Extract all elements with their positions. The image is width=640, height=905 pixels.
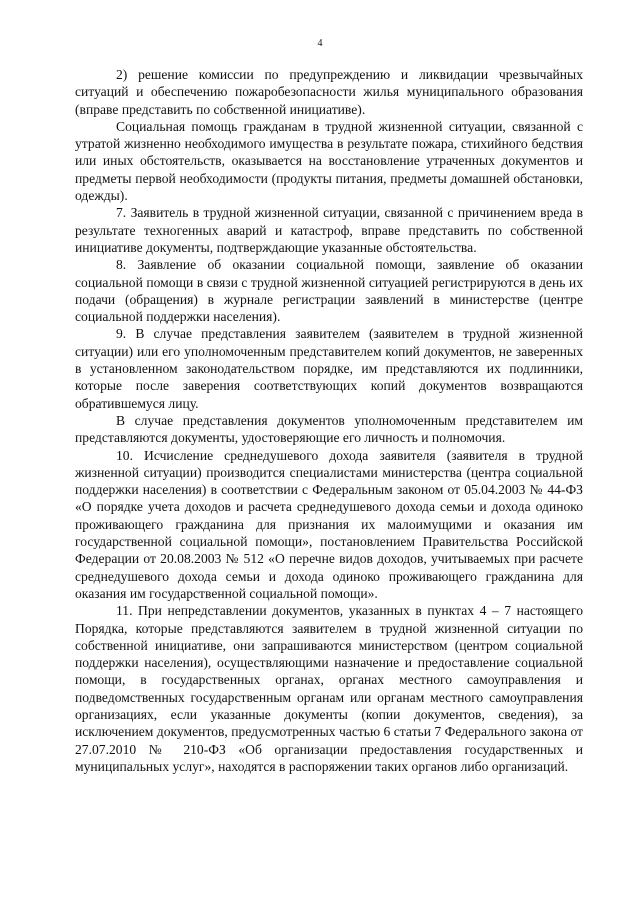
document-body <box>75 66 583 775</box>
paragraph-clause-7: 7. Заявитель в трудной жизненной ситуации, связанной с причинением вреда в результате техногенных аварий и катастроф, вправе представить по собственной инициативе документы, подтверждающие указанные обстоятельства. <box>75 205 583 255</box>
paragraph-clause-10: 10. Исчисление среднедушевого дохода заявителя (заявителя в трудной жизненной ситуации) производится специалистами министерства (центра социальной поддержки населения) в соответствии с Федеральным законом от 05.04.2003 № 44-ФЗ «О порядке учета доходов и расчета среднедушевого дохода семьи и дохода одиноко проживающего гражданина для признания их малоимущими и оказания им государственной социальной помощи», постановлением Правительства Российской Федерации от 20.08.2003 № 512 «О перечне видов доходов, учитываемых при расчете среднедушевого дохода семьи и дохода одиноко проживающего гражданина для оказания им государственной социальной помощи». <box>75 447 583 601</box>
paragraph-clause-9: 9. В случае представления заявителем (заявителем в трудной жизненной ситуации) или его уполномоченным представителем копий документов, не заверенных в установленном законодательством порядке, им представляются их подлинники, которые после заверения соответствующих копий документов возвращаются обратившемуся лицу. <box>75 326 583 411</box>
paragraph-representative-documents: В случае представления документов уполномоченным представителем им представляются документы, удостоверяющие его личность и полномочия. <box>75 412 583 446</box>
page-number: 4 <box>317 38 323 49</box>
paragraph-item-2-commission-decision: 2) решение комиссии по предупреждению и ликвидации чрезвычайных ситуаций и обеспечению пожаробезопасности жилья муниципального образования (вправе представить по собственной инициативе). <box>75 67 583 117</box>
paragraph-social-help-fire: Социальная помощь гражданам в трудной жизненной ситуации, связанной с утратой жизненно необходимого имущества в результате пожара, стихийного бедствия или иных обстоятельств, оказывается на восстановление утраченных документов и предметы первой необходимости (продукты питания, предметы домашней обстановки, одежды). <box>75 118 583 204</box>
paragraph-clause-8: 8. Заявление об оказании социальной помощи, заявление об оказании социальной помощи в связи с трудной жизненной ситуацией регистрируются в день их подачи (обращения) в журнале регистрации заявлений в министерстве (центре социальной поддержки населения). <box>75 257 583 325</box>
paragraph-clause-11: 11. При непредставлении документов, указанных в пунктах 4 – 7 настоящего Порядка, которые представляются заявителем в трудной жизненной ситуации по собственной инициативе, они запрашиваются министерством (центром социальной поддержки населения), осуществляющими назначение и предоставление социальной помощи, в государственных органах, органах местного самоуправления и подведомственных государственным органам или органам местного самоуправления организациях, если указанные документы (копии документов, сведения), за исключением документов, предусмотренных частью 6 статьи 7 Федерального закона от 27.07.2010 № 210-ФЗ «Об организации предоставления государственных и муниципальных услуг», находятся в распоряжении таких органов либо организаций. <box>75 603 583 774</box>
